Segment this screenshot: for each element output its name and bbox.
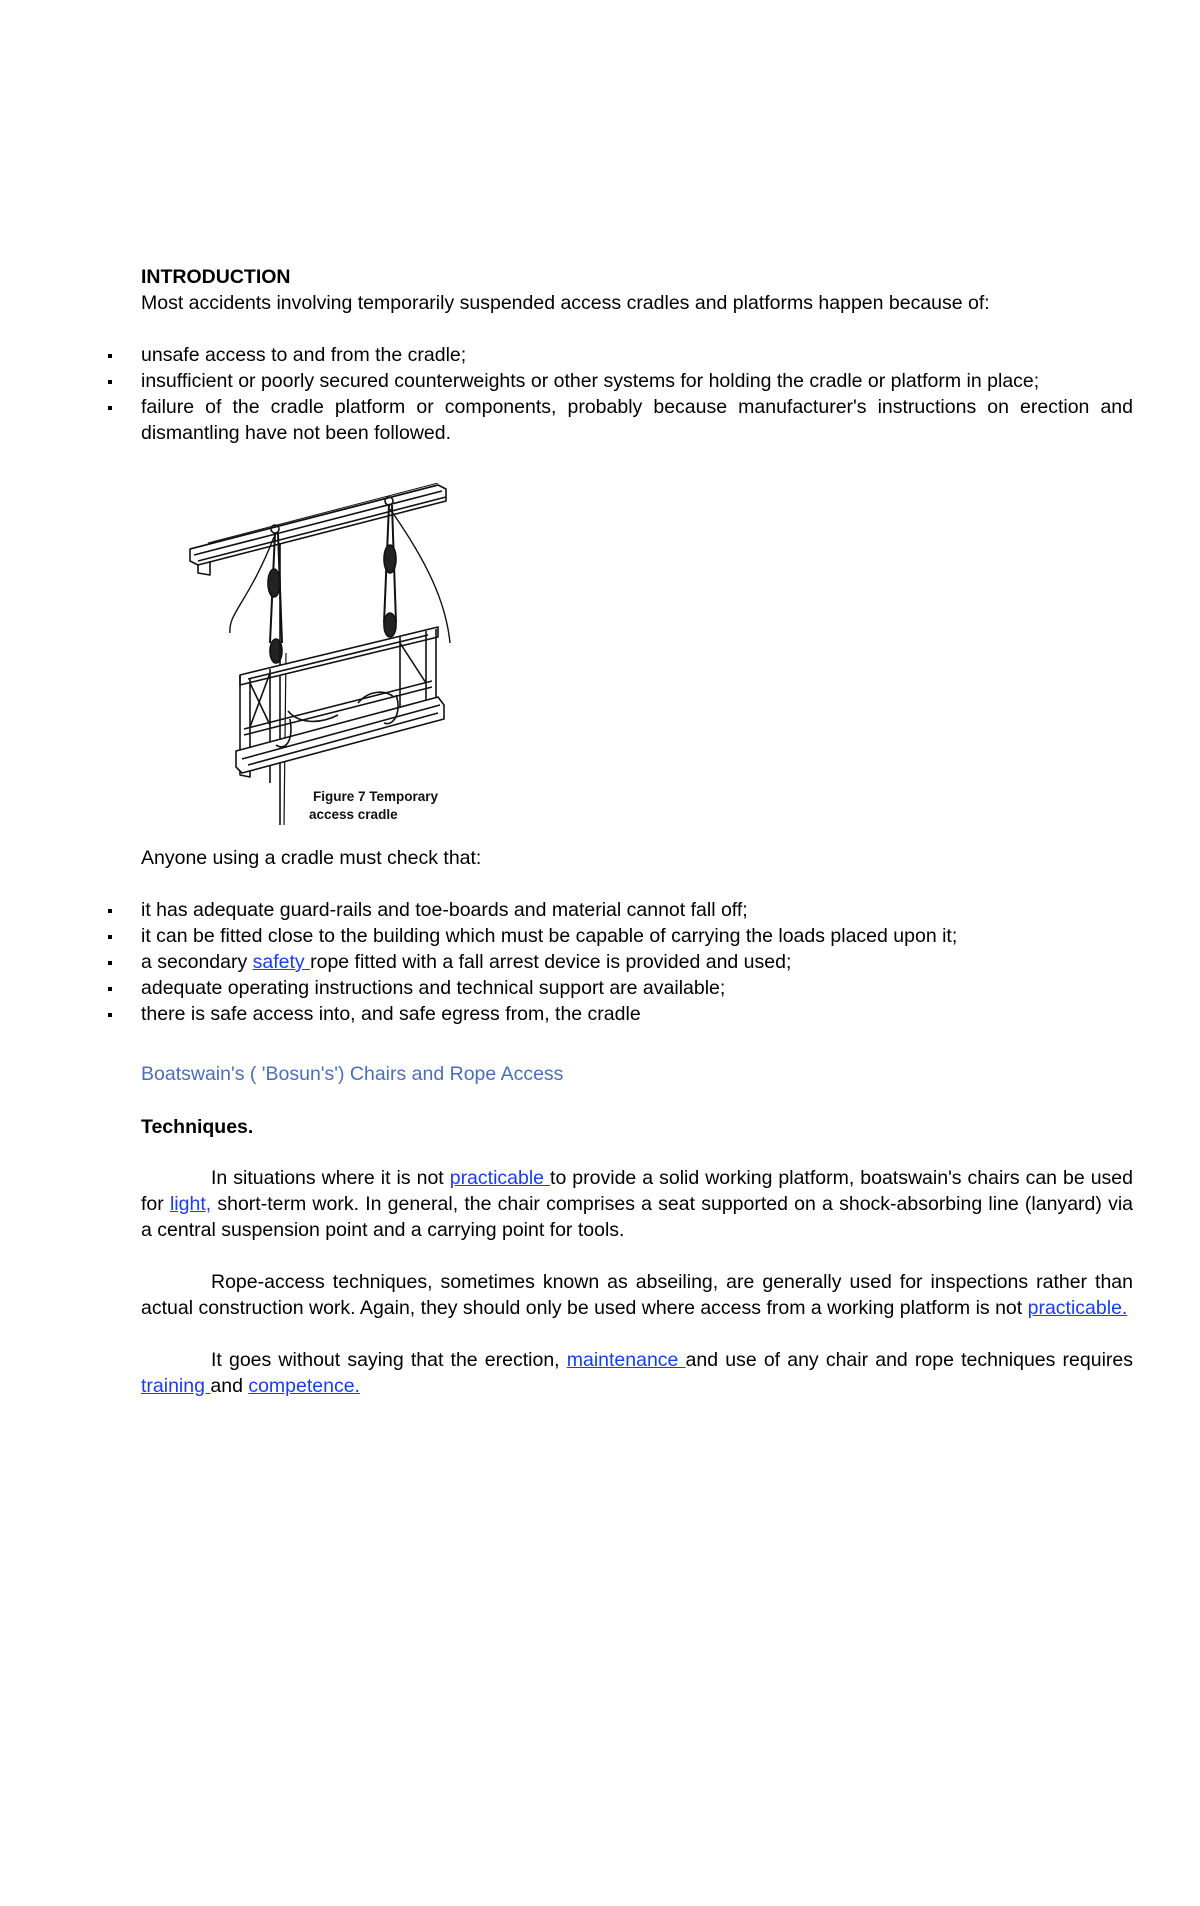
figure-caption-line1: Figure 7 Temporary [313, 789, 439, 804]
safety-link[interactable]: safety [252, 951, 311, 973]
intro-lead: Most accidents involving temporarily suspended access cradles and platforms happen because of: [141, 292, 990, 314]
light-link[interactable]: light, [169, 1193, 212, 1215]
figure-caption-line2: access cradle [309, 807, 398, 822]
bullet-icon [108, 1013, 112, 1017]
list-item: it has adequate guard-rails and toe-boards and material cannot fall off; [141, 897, 1133, 923]
causes-list [141, 342, 1133, 446]
chairs-section [141, 1061, 1133, 1399]
list-item: failure of the cradle platform or components, probably because manufacturer's instructions on erection and dismantling have not been followed. [141, 394, 1133, 446]
bullet-icon [108, 406, 112, 410]
checks-lead: Anyone using a cradle must check that: [141, 847, 482, 869]
practicable-link[interactable]: practicable [449, 1167, 551, 1189]
techniques-heading: Techniques. [141, 1116, 254, 1138]
bullet-icon [108, 909, 112, 913]
bullet-icon [108, 935, 112, 939]
paragraph-chairs: In situations where it is not practicable to provide a solid working platform, boatswain's chairs can be used for light, short-term work. In general, the chair comprises a seat supported on a shock-absorbing line (lanyard) via a central suspension point and a carrying point for tools. [141, 1167, 1134, 1241]
intro-section [141, 264, 1133, 446]
list-item: unsafe access to and from the cradle; [141, 342, 1133, 368]
maintenance-link[interactable]: maintenance [566, 1349, 686, 1371]
list-item: a secondary safety rope fitted with a fall arrest device is provided and used; [141, 949, 1133, 975]
chairs-heading: Boatswain's ( 'Bosun's') Chairs and Rope Access [141, 1063, 564, 1085]
paragraph-rope-access: Rope-access techniques, sometimes known as abseiling, are generally used for inspections rather than actual construction work. Again, they should only be used where access from a working platform is not practicable. [141, 1271, 1133, 1319]
checks-section [141, 845, 1133, 1027]
bullet-icon [108, 354, 112, 358]
bullet-icon [108, 987, 112, 991]
list-item: there is safe access into, and safe egress from, the cradle [141, 1001, 1133, 1027]
cradle-figure [188, 483, 458, 825]
checks-list [141, 897, 1133, 1027]
bullet-icon [108, 961, 112, 965]
list-item: it can be fitted close to the building which must be capable of carrying the loads placed upon it; [141, 923, 1133, 949]
intro-heading: INTRODUCTION [141, 266, 291, 288]
competence-link[interactable]: competence. [248, 1375, 360, 1397]
list-item: adequate operating instructions and technical support are available; [141, 975, 1133, 1001]
bullet-icon [108, 380, 112, 384]
practicable-link-2[interactable]: practicable. [1027, 1297, 1128, 1319]
training-link[interactable]: training [141, 1375, 211, 1397]
paragraph-training: It goes without saying that the erection, maintenance and use of any chair and rope techniques requires training and competence. [141, 1349, 1134, 1397]
list-item: insufficient or poorly secured counterweights or other systems for holding the cradle or platform in place; [141, 368, 1133, 394]
